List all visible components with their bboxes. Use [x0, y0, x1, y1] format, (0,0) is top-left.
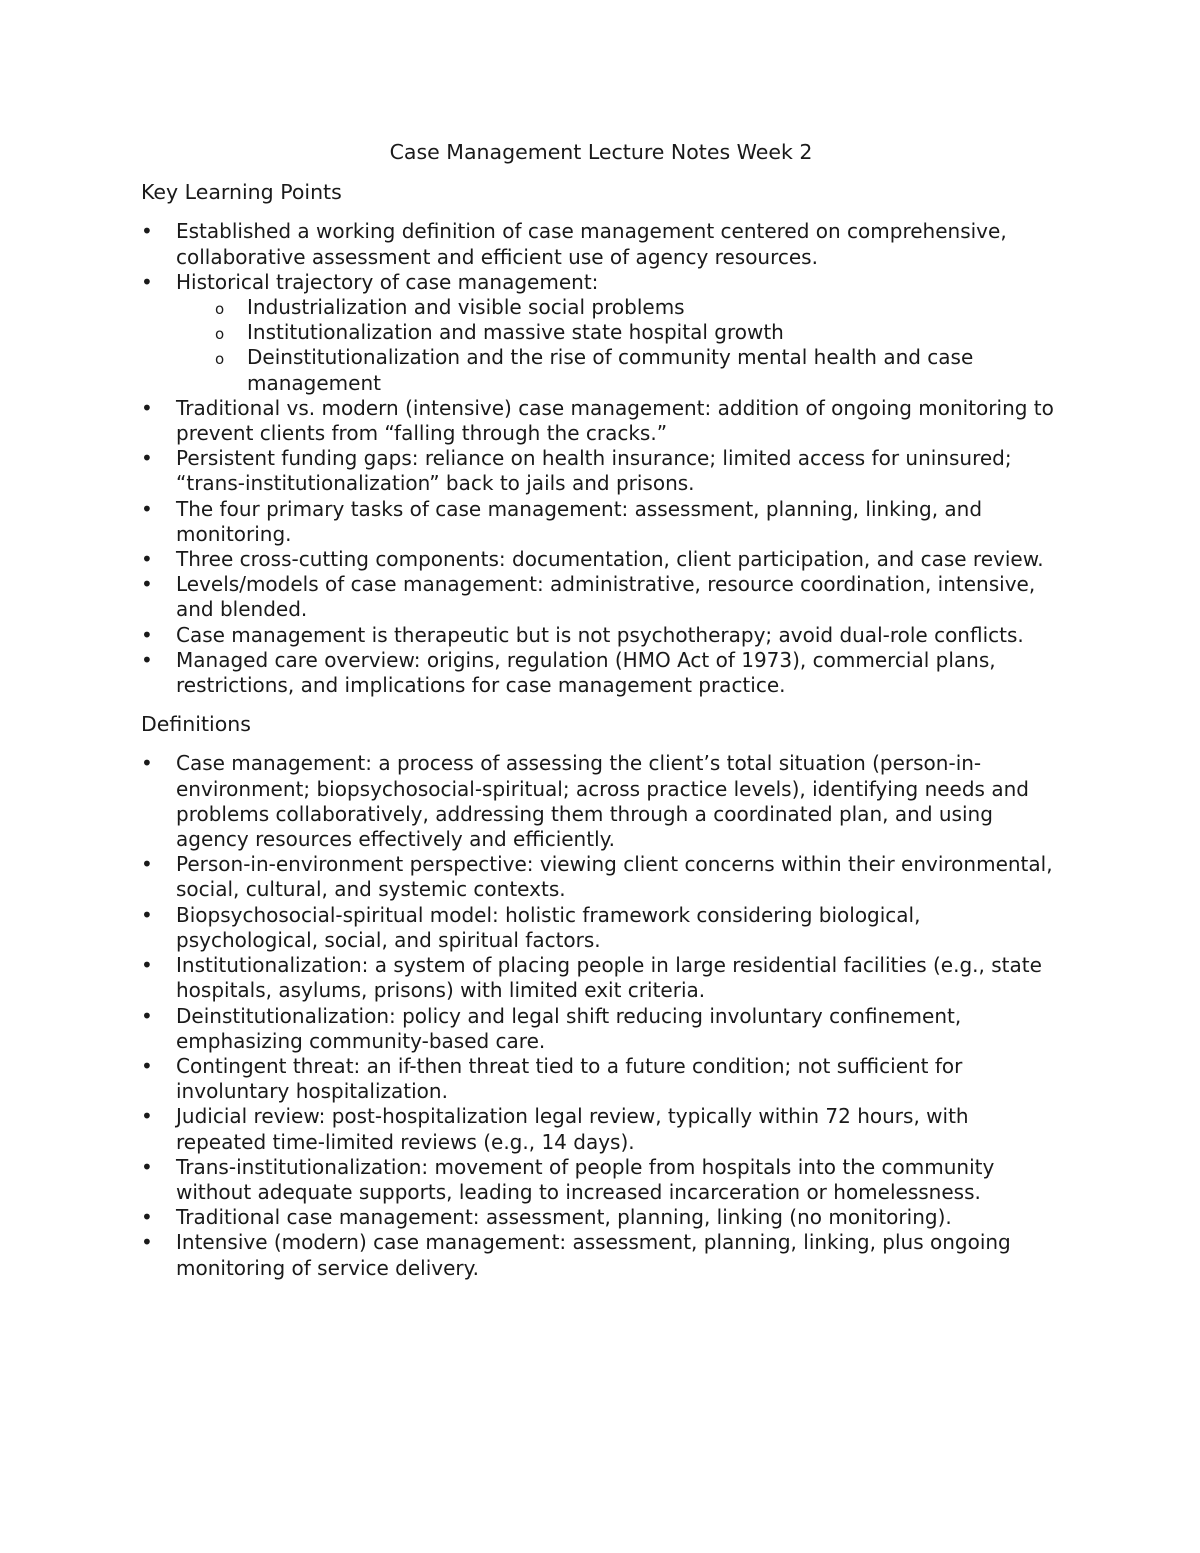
list-item: [141, 572, 1061, 622]
bullet-icon: •: [141, 395, 153, 420]
sub-list-item: [141, 345, 1061, 395]
list-item: [141, 1054, 1061, 1104]
list-item: [141, 396, 1061, 446]
bullet-icon: •: [141, 902, 153, 927]
list-item-text: Trans-institutionalization: movement of people from hospitals into the community without adequate supports, leading to increased incarceration or homelessness.: [176, 1154, 995, 1204]
sub-list-item-text: Deinstitutionalization and the rise of community mental health and case management: [247, 345, 974, 395]
section-heading-key-learning-points: Key Learning Points: [141, 180, 342, 205]
list-item-text: Case management: a process of assessing the client’s total situation (person-in-environment; biopsychosocial-spiritual; across practice levels), identifying needs and problems collaboratively, addressing them through a coordinated plan, and using agency resources effectively and efficiently.: [176, 751, 1029, 852]
list-item-text: Case management is therapeutic but is not psychotherapy; avoid dual-role conflicts.: [176, 622, 1024, 647]
list-item-text: Contingent threat: an if-then threat tied to a future condition; not sufficient for involuntary hospitalization.: [176, 1053, 963, 1104]
bullet-icon: •: [141, 1003, 153, 1028]
list-item: [141, 446, 1061, 496]
sub-list-item-text: Industrialization and visible social problems: [247, 295, 685, 320]
document-title: Case Management Lecture Notes Week 2: [389, 140, 813, 164]
list-item: [141, 1004, 1061, 1054]
list-item-text: Intensive (modern) case management: assessment, planning, linking, plus ongoing monitoring of service delivery.: [176, 1230, 1011, 1280]
sub-list-item: [141, 320, 1061, 345]
definitions-list: [141, 751, 1061, 1280]
bullet-icon: •: [141, 622, 153, 647]
list-item: [141, 270, 1061, 295]
list-item-text: Judicial review: post-hospitalization legal review, typically within 72 hours, with repeated time-limited reviews (e.g., 14 days).: [176, 1104, 969, 1154]
bullet-icon: •: [141, 1230, 153, 1255]
key-learning-points-list: [141, 219, 1061, 295]
bullet-icon: •: [141, 219, 153, 244]
list-item-text: Person-in-environment perspective: viewing client concerns within their environmental, social, cultural, and systemic contexts.: [176, 852, 1053, 902]
list-item: [141, 219, 1061, 269]
document-body: [141, 140, 1061, 1295]
list-item: [141, 497, 1061, 547]
list-item-text: Established a working definition of case management centered on comprehensive, collaborative assessment and efficient use of agency resources.: [176, 219, 1007, 269]
sub-list-item: [141, 295, 1061, 320]
bullet-icon: •: [141, 1154, 153, 1179]
list-item-text: Three cross-cutting components: documentation, client participation, and case review.: [176, 547, 1044, 572]
list-item: [141, 953, 1061, 1003]
list-item-text: Biopsychosocial-spiritual model: holistic framework considering biological, psychological, social, and spiritual factors.: [176, 902, 921, 952]
list-item-text: Traditional case management: assessment, planning, linking (no monitoring).: [176, 1205, 952, 1230]
bullet-icon: •: [141, 269, 153, 294]
list-item: [141, 903, 1061, 953]
list-item: [141, 1230, 1061, 1280]
bullet-icon: •: [141, 1104, 153, 1129]
list-item: [141, 852, 1061, 902]
list-item: [141, 648, 1061, 698]
bullet-icon: •: [141, 953, 153, 978]
bullet-icon: •: [141, 852, 153, 877]
circle-bullet-icon: o: [215, 325, 225, 344]
list-item: [141, 1205, 1061, 1230]
list-item-text: Historical trajectory of case management:: [176, 269, 599, 294]
historical-trajectory-sublist: [141, 295, 1061, 396]
list-item: [141, 1104, 1061, 1154]
circle-bullet-icon: o: [215, 300, 225, 319]
bullet-icon: •: [141, 547, 153, 572]
list-item: [141, 751, 1061, 852]
key-learning-points-list-continued: [141, 396, 1061, 698]
bullet-icon: •: [141, 1205, 153, 1230]
bullet-icon: •: [141, 751, 153, 776]
circle-bullet-icon: o: [215, 350, 225, 369]
list-item: [141, 547, 1061, 572]
bullet-icon: •: [141, 496, 153, 521]
list-item-text: Persistent funding gaps: reliance on health insurance; limited access for uninsured; “trans-institutionalization” back to jails and prisons.: [176, 446, 1012, 496]
sub-list-item-text: Institutionalization and massive state hospital growth: [247, 320, 784, 345]
list-item-text: Levels/models of case management: administrative, resource coordination, intensive, and blended.: [176, 572, 1036, 622]
section-heading-definitions: Definitions: [141, 712, 251, 737]
list-item-text: Institutionalization: a system of placing people in large residential facilities (e.g., state hospitals, asylums, prisons) with limited exit criteria.: [176, 953, 1042, 1003]
list-item: [141, 1155, 1061, 1205]
bullet-icon: •: [141, 572, 153, 597]
list-item-text: Deinstitutionalization: policy and legal shift reducing involuntary confinement, emphasizing community-based care.: [176, 1003, 962, 1053]
bullet-icon: •: [141, 647, 153, 672]
list-item-text: The four primary tasks of case management: assessment, planning, linking, and monitoring.: [176, 496, 983, 546]
list-item-text: Traditional vs. modern (intensive) case management: addition of ongoing monitoring to prevent clients from “falling through the cracks.”: [176, 395, 1054, 446]
bullet-icon: •: [141, 446, 153, 471]
list-item-text: Managed care overview: origins, regulation (HMO Act of 1973), commercial plans, restrictions, and implications for case management practice.: [176, 647, 996, 698]
list-item: [141, 623, 1061, 648]
bullet-icon: •: [141, 1053, 153, 1078]
